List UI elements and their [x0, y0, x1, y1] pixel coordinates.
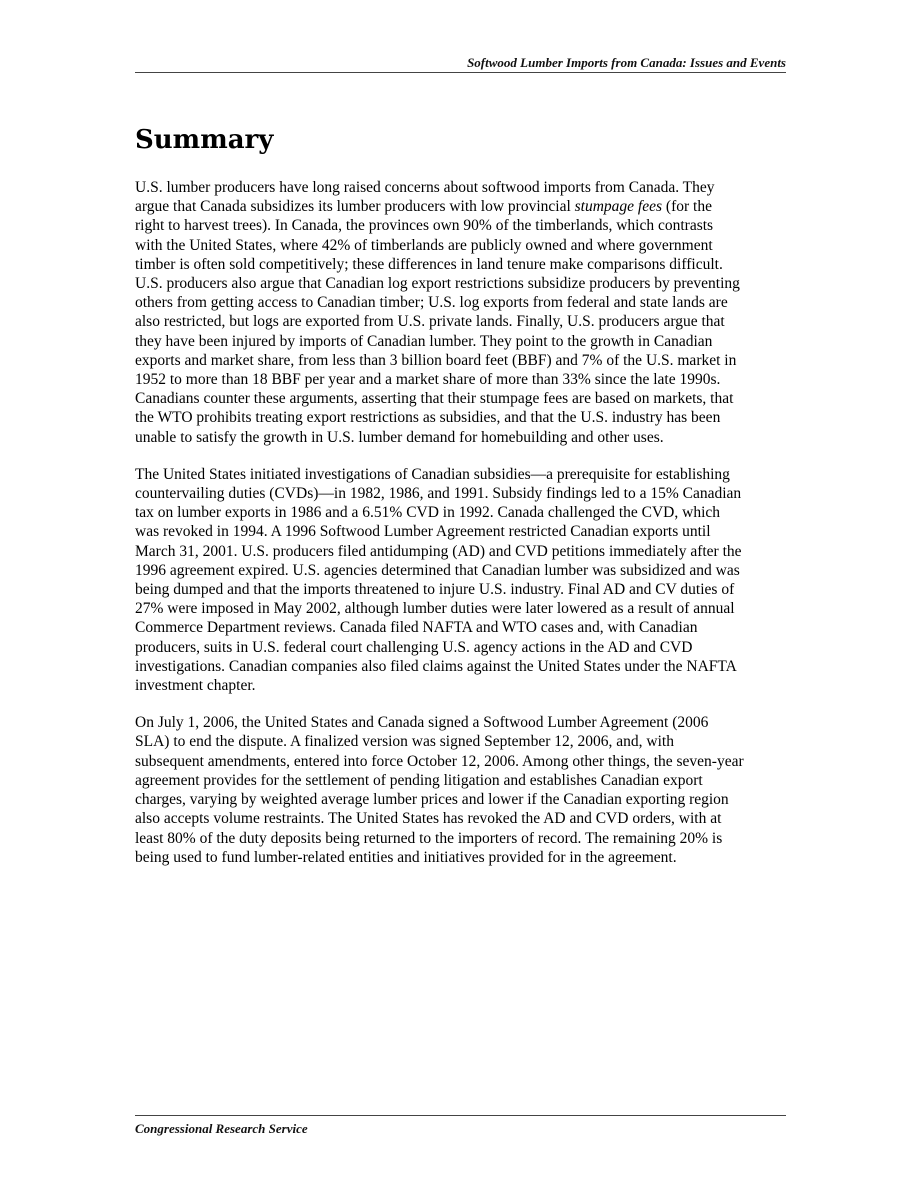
text-segment: (for the	[662, 198, 712, 216]
text-line: others from getting access to Canadian timber; U.S. log exports from federal and state lands are	[135, 294, 728, 312]
text-line: with the United States, where 42% of timberlands are publicly owned and where government	[135, 236, 713, 254]
text-line: countervailing duties (CVDs)—in 1982, 1986, and 1991. Subsidy findings led to a 15% Canadian	[135, 485, 742, 503]
paragraph-1	[135, 178, 786, 447]
text-line: SLA) to end the dispute. A finalized version was signed September 12, 2006, and, with	[135, 733, 674, 751]
text-line: The United States initiated investigations of Canadian subsidies—a prerequisite for establishing	[135, 465, 730, 483]
text-line: Commerce Department reviews. Canada filed NAFTA and WTO cases and, with Canadian	[135, 619, 698, 637]
text-line: the WTO prohibits treating export restrictions as subsidies, and that the U.S. industry has been	[135, 409, 721, 427]
paragraph-3	[135, 713, 786, 867]
running-footer: Congressional Research Service	[135, 1121, 308, 1136]
text-line: being dumped and that the imports threatened to injure U.S. industry. Final AD and CV duties of	[135, 581, 735, 599]
text-line: March 31, 2001. U.S. producers filed antidumping (AD) and CVD petitions immediately after the	[135, 542, 742, 560]
text-line: exports and market share, from less than 3 billion board feet (BBF) and 7% of the U.S. market in	[135, 351, 737, 369]
text-line: was revoked in 1994. A 1996 Softwood Lumber Agreement restricted Canadian exports until	[135, 523, 711, 541]
text-line: unable to satisfy the growth in U.S. lumber demand for homebuilding and other uses.	[135, 428, 664, 446]
emphasized-term: stumpage fees	[574, 198, 663, 216]
footer-rule	[135, 1115, 786, 1116]
summary-body	[135, 178, 786, 885]
text-line: timber is often sold competitively; these differences in land tenure make comparisons difficult.	[135, 255, 723, 273]
text-line: being used to fund lumber-related entities and initiatives provided for in the agreement.	[135, 848, 677, 866]
text-line: U.S. producers also argue that Canadian log export restrictions subsidize producers by preventing	[135, 275, 740, 293]
text-line: 27% were imposed in May 2002, although lumber duties were later lowered as a result of annual	[135, 600, 735, 618]
text-segment: argue that Canada subsidizes its lumber producers with low provincial	[135, 198, 575, 216]
paragraph-2	[135, 465, 786, 695]
text-line: investigations. Canadian companies also filed claims against the United States under the NAFTA	[135, 657, 737, 675]
text-line: agreement provides for the settlement of pending litigation and establishes Canadian export	[135, 771, 703, 789]
page-title: Summary	[135, 125, 274, 155]
text-line: least 80% of the duty deposits being returned to the importers of record. The remaining 20% is	[135, 829, 723, 847]
text-line: right to harvest trees). In Canada, the provinces own 90% of the timberlands, which contrasts	[135, 217, 714, 235]
header-rule	[135, 72, 786, 73]
text-line: producers, suits in U.S. federal court challenging U.S. agency actions in the AD and CVD	[135, 638, 693, 656]
text-line: charges, varying by weighted average lumber prices and lower if the Canadian exporting region	[135, 791, 729, 809]
text-line: also accepts volume restraints. The United States has revoked the AD and CVD orders, with at	[135, 810, 722, 828]
text-line: Canadians counter these arguments, asserting that their stumpage fees are based on markets, that	[135, 390, 734, 408]
text-line: tax on lumber exports in 1986 and a 6.51% CVD in 1992. Canada challenged the CVD, which	[135, 504, 721, 522]
text-line: subsequent amendments, entered into force October 12, 2006. Among other things, the seven-year	[135, 752, 744, 770]
running-header: Softwood Lumber Imports from Canada: Issues and Events	[467, 55, 786, 70]
text-line: investment chapter.	[135, 677, 256, 695]
text-line: also restricted, but logs are exported from U.S. private lands. Finally, U.S. producers argue that	[135, 313, 725, 331]
text-line: U.S. lumber producers have long raised concerns about softwood imports from Canada. They	[135, 179, 715, 196]
text-line: 1996 agreement expired. U.S. agencies determined that Canadian lumber was subsidized and was	[135, 561, 740, 579]
text-line: they have been injured by imports of Canadian lumber. They point to the growth in Canadian	[135, 332, 713, 350]
text-line	[135, 197, 786, 216]
text-line: On July 1, 2006, the United States and Canada signed a Softwood Lumber Agreement (2006	[135, 714, 709, 732]
text-line: 1952 to more than 18 BBF per year and a market share of more than 33% since the late 1990s.	[135, 371, 721, 389]
